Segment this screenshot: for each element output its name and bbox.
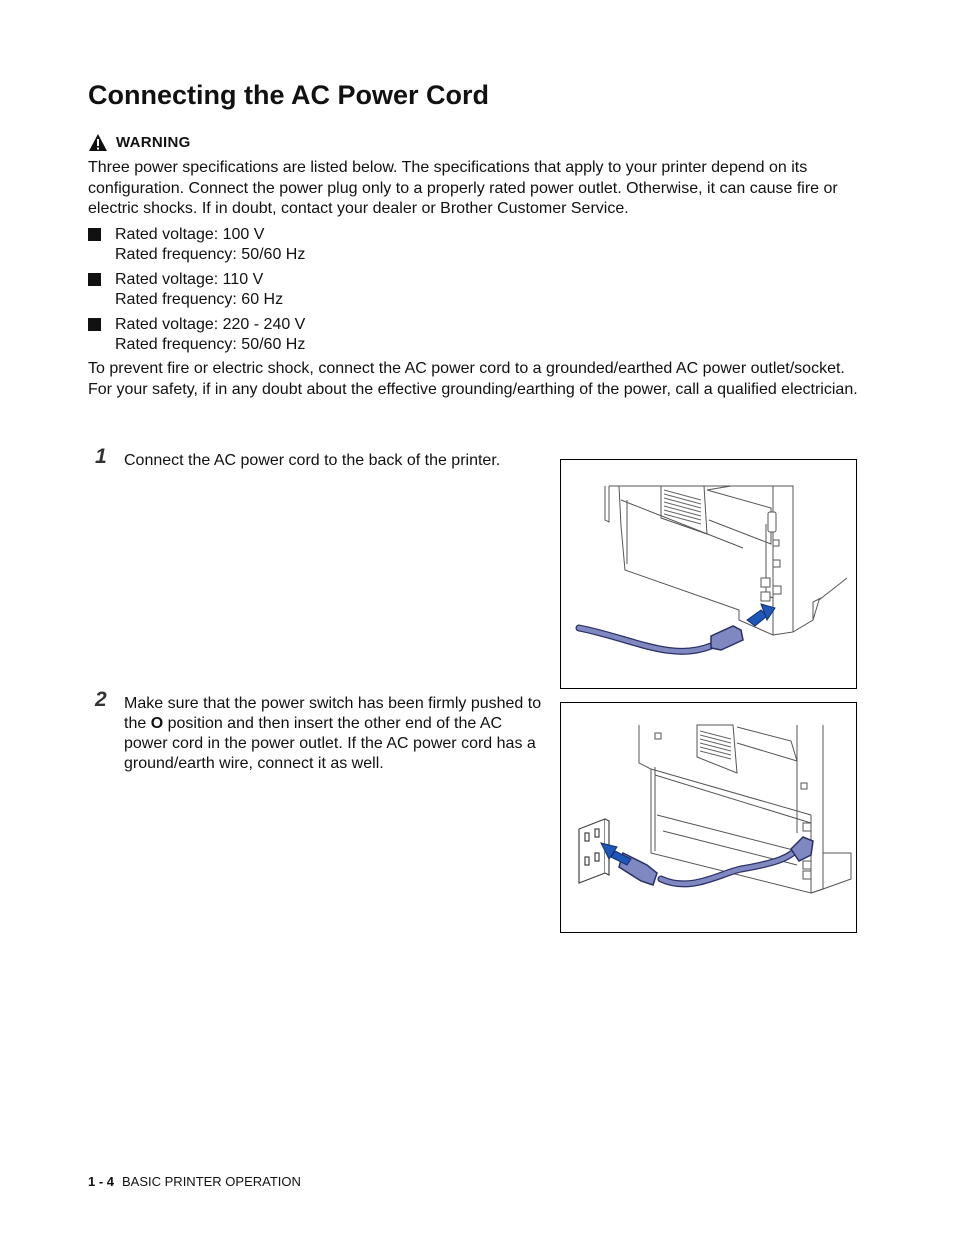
spec-item [88, 225, 305, 265]
safety-note: To prevent fire or electric shock, connect the AC power cord to a grounded/earthed AC power outlet/socket. For your safety, if in any doubt about the effective grounding/earthing of the power, call a qualified electrician. [88, 360, 858, 398]
power-plug [711, 626, 743, 650]
step-text: Make sure that the power switch has been firmly pushed to the O position and then insert the other end of the AC power cord in the power outlet. If the AC power cord has a ground/earth wire, connect it as well. [124, 695, 542, 772]
footer-section: BASIC PRINTER OPERATION [122, 1174, 301, 1189]
spec-frequency: Rated frequency: 50/60 Hz [115, 336, 306, 353]
spec-voltage: Rated voltage: 100 V [115, 226, 265, 243]
bullet-square-icon [88, 228, 101, 241]
spec-frequency: Rated frequency: 50/60 Hz [115, 246, 306, 263]
power-cord [661, 845, 801, 884]
page-title: Connecting the AC Power Cord [88, 80, 490, 110]
outlet-illustration [561, 703, 856, 932]
step-number: 1 [95, 445, 107, 468]
spec-item [88, 315, 305, 355]
figure-power-outlet [560, 702, 857, 933]
warning-text: Three power specifications are listed below. The specifications that apply to your printer depend on its configuration. Connect the power plug only to a properly rated power outlet. Otherwise, it can cause fire or electric shocks. If in doubt, contact your dealer or Brother Customer Service. [88, 159, 838, 217]
warning-triangle-icon [88, 133, 108, 152]
step-text: Connect the AC power cord to the back of the printer. [124, 452, 501, 469]
spec-voltage: Rated voltage: 110 V [115, 271, 264, 288]
bullet-square-icon [88, 273, 101, 286]
page-footer [88, 1174, 301, 1189]
spec-voltage: Rated voltage: 220 - 240 V [115, 316, 306, 333]
warning-label: WARNING [116, 133, 191, 151]
spec-frequency: Rated frequency: 60 Hz [115, 291, 284, 308]
printer-back-illustration [561, 460, 856, 688]
step-number: 2 [95, 688, 107, 711]
switch-position-label: O [150, 715, 164, 732]
printer-plug [791, 837, 813, 861]
figure-printer-back [560, 459, 857, 689]
page-number: 1 - 4 [88, 1174, 115, 1189]
spec-item [88, 270, 283, 310]
warning-header [88, 132, 191, 152]
bullet-square-icon [88, 318, 101, 331]
